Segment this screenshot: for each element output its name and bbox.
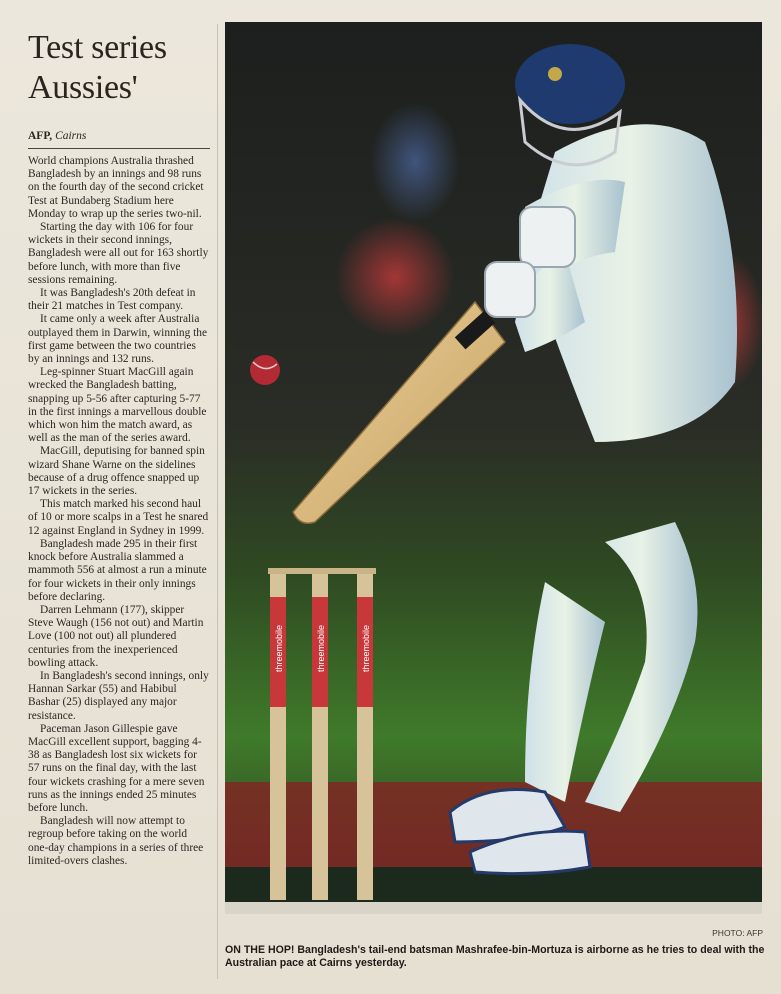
article-body [28,155,210,868]
paragraph: Bangladesh will now attempt to regroup before taking on the world one-day champions in a series of three limited-overs clashes. [28,815,204,867]
stumps [268,568,376,900]
paragraph: Darren Lehmann (177), skipper Steve Waugh (156 not out) and Martin Love (100 not out) all plundered centuries from the inexperienced bowling attack. [28,603,204,669]
byline-place: Cairns [55,130,87,142]
paragraph: Leg-spinner Stuart MacGill again wrecked the Bangladesh batting, snapping up 5-56 after capturing 5-77 in the first innings a marvellous double which won him the match award, as well as the man of the series award. [28,366,207,445]
column-divider [217,24,218,979]
photo-illustration [225,22,762,914]
paragraph: Starting the day with 106 for four wickets in their second innings, Bangladesh were all out for 163 shortly before lunch, with more than five sessions remaining. [28,221,209,286]
byline [28,130,210,149]
paragraph: This match marked his second haul of 10 or more scalps in a Test he snared 12 against England in Sydney in 1999. [28,498,209,537]
stump-sponsor-text: threemobile [361,624,371,672]
photo-border [225,902,762,914]
headline-line-1: Test series [28,29,167,66]
paragraph: World champions Australia thrashed Bangladesh by an innings and 98 runs on the fourth day of the second cricket Test at Bundaberg Stadium here Monday to wrap up the series two-nil. [28,155,204,220]
stump-sponsor-text: threemobile [316,624,326,672]
photo-credit: PHOTO: AFP [712,928,763,938]
blurred-spectator [335,217,455,337]
headline [28,28,210,108]
cricket-photo [225,22,762,914]
caption-text: Bangladesh's tail-end batsman Mashrafee-bin-Mortuza is airborne as he tries to deal with the Australian pace at Cairns yesterday. [225,944,765,969]
caption-lead: ON THE HOP! [225,944,295,956]
blurred-spectator [370,102,460,222]
paragraph: In Bangladesh's second innings, only Hannan Sarkar (55) and Habibul Bashar (25) displayed any major resistance. [28,669,209,722]
paragraph: It came only a week after Australia outplayed them in Darwin, winning the first game between the two countries by an innings and 132 runs. [28,313,208,366]
photo-caption [225,944,765,970]
paragraph: It was Bangladesh's 20th defeat in their 21 matches in Test company. [28,287,196,313]
paragraph: Paceman Jason Gillespie gave MacGill excellent support, bagging 4-38 as Bangladesh lost six wickets for 57 runs on the final day, with the last four wickets crashing for a mere seven runs as the innings ended 25 minutes before lunch. [28,722,205,814]
byline-agency: AFP, [28,130,53,142]
stump-sponsor-text: threemobile [274,624,284,672]
headline-line-2: Aussies' [28,69,138,106]
article-column [28,28,210,868]
paragraph: MacGill, deputising for banned spin wizard Shane Warne on the sidelines because of a drug offence snapped up 17 wickets in the series. [28,445,205,498]
cricket-ball [250,355,280,385]
paragraph: Bangladesh made 295 in their first knock before Australia slammed a mammoth 556 at almost a run a minute for four wickets in their only innings before declaring. [28,537,207,603]
